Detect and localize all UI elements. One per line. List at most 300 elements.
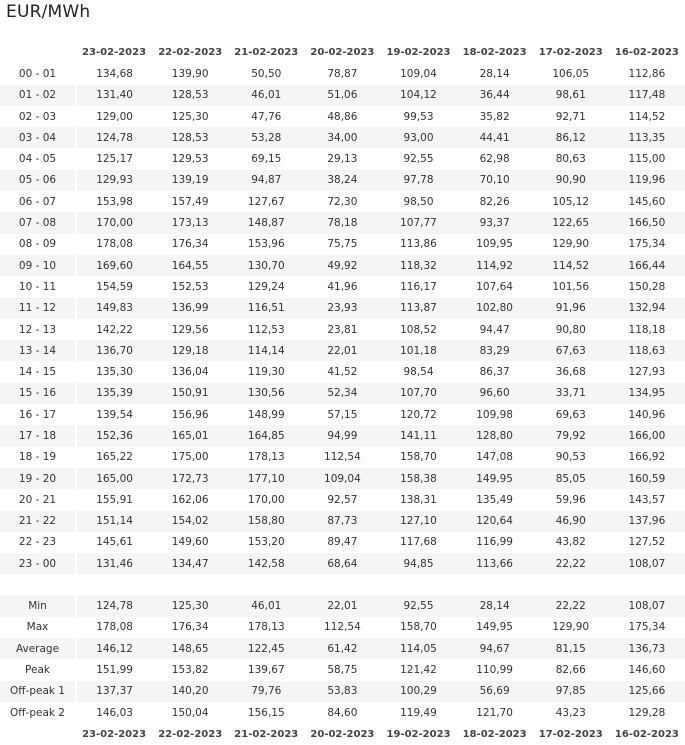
price-cell: 47,76 — [251, 110, 282, 123]
hour-row — [0, 489, 685, 510]
price-cell: 153,20 — [247, 536, 285, 549]
price-cell: 158,80 — [228, 511, 304, 532]
price-cell: 149,83 — [76, 298, 152, 319]
date-header: 16-02-2023 — [614, 728, 679, 740]
price-cell: 153,98 — [96, 195, 133, 208]
price-cell: 148,99 — [247, 408, 285, 421]
price-cell: 75,75 — [327, 238, 358, 251]
price-cell: 109,04 — [400, 67, 437, 80]
price-cell: 137,37 — [76, 681, 152, 702]
price-cell: 128,53 — [152, 127, 228, 148]
price-cell: 122,65 — [533, 212, 609, 233]
price-cell: 46,01 — [228, 595, 304, 616]
price-cell: 165,01 — [152, 425, 228, 446]
price-cell: 94,99 — [304, 425, 380, 446]
price-cell: 109,04 — [304, 468, 380, 489]
price-cell: 72,30 — [327, 195, 358, 208]
price-cell: 44,41 — [457, 127, 533, 148]
hour-row — [0, 425, 685, 446]
price-cell: 81,15 — [533, 638, 609, 659]
row-label: 18 - 19 — [0, 447, 76, 468]
price-cell: 127,67 — [247, 195, 285, 208]
price-cell: 78,87 — [327, 67, 358, 80]
price-cell: 146,12 — [76, 638, 152, 659]
date-header: 17-02-2023 — [538, 47, 603, 59]
price-cell: 165,00 — [76, 468, 152, 489]
price-cell: 86,12 — [533, 127, 609, 148]
price-cell: 43,82 — [555, 536, 586, 549]
price-cell: 178,13 — [247, 621, 285, 634]
price-cell: 141,11 — [380, 425, 456, 446]
price-cell: 136,70 — [76, 340, 152, 361]
summary-row — [0, 681, 685, 702]
price-cell: 149,95 — [457, 468, 533, 489]
row-label: Off-peak 1 — [0, 681, 76, 702]
price-cell: 134,47 — [152, 553, 228, 574]
price-cell: 97,85 — [533, 681, 609, 702]
header-row — [0, 42, 685, 63]
price-cell: 117,48 — [609, 85, 685, 106]
price-cell: 91,96 — [533, 298, 609, 319]
hour-row — [0, 553, 685, 574]
price-cell: 112,54 — [324, 621, 361, 634]
price-cell: 119,30 — [247, 366, 285, 379]
price-cell: 100,29 — [380, 681, 456, 702]
price-cell: 94,87 — [228, 170, 304, 191]
price-cell: 94,67 — [457, 638, 533, 659]
price-cell: 36,44 — [457, 85, 533, 106]
price-cell: 139,90 — [171, 67, 209, 80]
price-cell: 114,14 — [228, 340, 304, 361]
price-cell: 177,10 — [228, 468, 304, 489]
price-cell: 92,55 — [380, 595, 456, 616]
hour-row — [0, 148, 685, 169]
price-cell: 93,37 — [457, 212, 533, 233]
price-cell: 90,80 — [555, 323, 586, 336]
price-cell: 94,47 — [479, 323, 510, 336]
price-cell: 53,83 — [304, 681, 380, 702]
price-cell: 145,61 — [96, 536, 133, 549]
date-header: 17-02-2023 — [538, 728, 603, 740]
summary-row — [0, 617, 685, 638]
price-cell: 132,94 — [609, 298, 685, 319]
hour-row — [0, 319, 685, 340]
price-cell: 166,50 — [609, 212, 685, 233]
price-cell: 143,57 — [628, 493, 666, 506]
price-cell: 92,57 — [327, 493, 358, 506]
price-cell: 157,49 — [171, 195, 209, 208]
price-cell: 23,93 — [304, 298, 380, 319]
row-label: 17 - 18 — [0, 425, 76, 446]
price-cell: 146,03 — [96, 706, 133, 719]
price-cell: 98,61 — [533, 85, 609, 106]
price-cell: 164,85 — [228, 425, 304, 446]
price-cell: 68,64 — [304, 553, 380, 574]
price-cell: 142,22 — [96, 323, 133, 336]
date-header: 21-02-2023 — [234, 47, 299, 59]
price-cell: 116,17 — [400, 280, 437, 293]
price-cell: 148,65 — [152, 638, 228, 659]
date-header: 20-02-2023 — [310, 728, 375, 740]
price-cell: 49,92 — [304, 255, 380, 276]
price-cell: 162,06 — [171, 493, 209, 506]
row-label: 09 - 10 — [0, 255, 76, 276]
price-cell: 155,91 — [96, 493, 133, 506]
price-cell: 128,80 — [457, 425, 533, 446]
price-cell: 82,26 — [479, 195, 510, 208]
row-label: 02 - 03 — [0, 106, 76, 127]
price-cell: 158,70 — [400, 621, 437, 634]
price-cell: 150,28 — [628, 280, 666, 293]
price-cell: 139,19 — [152, 170, 228, 191]
price-cell: 46,01 — [228, 85, 304, 106]
spacer-cell — [76, 574, 685, 595]
hour-row — [0, 340, 685, 361]
price-cell: 119,49 — [400, 706, 437, 719]
footer-header-row — [0, 723, 685, 745]
price-cell: 178,08 — [96, 238, 133, 251]
price-cell: 120,72 — [400, 408, 437, 421]
price-cell: 98,50 — [403, 195, 434, 208]
price-cell: 176,34 — [171, 621, 209, 634]
price-cell: 114,52 — [533, 255, 609, 276]
price-cell: 164,55 — [152, 255, 228, 276]
price-cell: 94,85 — [380, 553, 456, 574]
date-header: 18-02-2023 — [462, 728, 527, 740]
price-cell: 165,22 — [96, 451, 133, 464]
price-cell: 22,22 — [533, 553, 609, 574]
price-cell: 38,24 — [304, 170, 380, 191]
summary-row — [0, 638, 685, 659]
row-label: 03 - 04 — [0, 127, 76, 148]
price-cell: 33,71 — [533, 383, 609, 404]
price-cell: 112,53 — [247, 323, 285, 336]
hour-row — [0, 447, 685, 468]
row-label: 05 - 06 — [0, 170, 76, 191]
price-cell: 153,82 — [171, 663, 209, 676]
hour-row — [0, 85, 685, 106]
price-cell: 121,42 — [400, 663, 437, 676]
price-cell: 170,00 — [76, 212, 152, 233]
price-cell: 151,99 — [96, 663, 133, 676]
price-cell: 22,01 — [304, 595, 380, 616]
price-cell: 108,07 — [609, 553, 685, 574]
price-cell: 131,40 — [76, 85, 152, 106]
price-cell: 139,67 — [247, 663, 285, 676]
price-cell: 127,93 — [628, 366, 666, 379]
price-cell: 106,05 — [552, 67, 590, 80]
price-cell: 110,99 — [476, 663, 513, 676]
row-label: Max — [0, 617, 76, 638]
price-cell: 129,28 — [628, 706, 666, 719]
price-cell: 158,38 — [380, 468, 456, 489]
hour-row — [0, 404, 685, 425]
price-cell: 41,96 — [327, 280, 358, 293]
row-label: 11 - 12 — [0, 298, 76, 319]
price-cell: 90,90 — [533, 170, 609, 191]
row-label: 23 - 00 — [0, 553, 76, 574]
row-label: 07 - 08 — [0, 212, 76, 233]
price-cell: 28,14 — [457, 595, 533, 616]
date-header: 20-02-2023 — [310, 47, 375, 59]
price-cell: 135,49 — [476, 493, 513, 506]
price-cell: 115,00 — [628, 153, 666, 166]
price-cell: 96,60 — [457, 383, 533, 404]
price-cell: 166,44 — [609, 255, 685, 276]
price-cell: 124,78 — [76, 127, 152, 148]
row-label: 13 - 14 — [0, 340, 76, 361]
row-label: 21 - 22 — [0, 511, 76, 532]
price-cell: 125,17 — [96, 153, 133, 166]
price-cell: 172,73 — [152, 468, 228, 489]
price-cell: 70,10 — [457, 170, 533, 191]
row-label: 22 - 23 — [0, 532, 76, 553]
price-cell: 130,56 — [228, 383, 304, 404]
row-label: 14 - 15 — [0, 361, 76, 382]
price-cell: 104,12 — [380, 85, 456, 106]
hour-row — [0, 106, 685, 127]
hour-row — [0, 298, 685, 319]
price-cell: 129,90 — [552, 621, 590, 634]
price-cell: 109,95 — [476, 238, 513, 251]
price-cell: 175,34 — [628, 238, 666, 251]
price-cell: 114,05 — [380, 638, 456, 659]
price-cell: 113,35 — [609, 127, 685, 148]
price-cell: 109,98 — [476, 408, 513, 421]
price-cell: 87,73 — [304, 511, 380, 532]
price-cell: 140,20 — [152, 681, 228, 702]
row-label: 06 - 07 — [0, 191, 76, 212]
price-cell: 124,78 — [76, 595, 152, 616]
price-cell: 120,64 — [457, 511, 533, 532]
price-cell: 101,18 — [380, 340, 456, 361]
price-cell: 62,98 — [479, 153, 510, 166]
price-cell: 53,28 — [228, 127, 304, 148]
price-cell: 97,78 — [380, 170, 456, 191]
price-cell: 129,00 — [96, 110, 133, 123]
price-cell: 121,70 — [476, 706, 513, 719]
price-cell: 99,53 — [403, 110, 434, 123]
price-cell: 136,04 — [171, 366, 209, 379]
price-cell: 170,00 — [247, 493, 285, 506]
price-cell: 69,15 — [251, 153, 282, 166]
row-label: 08 - 09 — [0, 234, 76, 255]
price-cell: 92,55 — [403, 153, 434, 166]
price-cell: 84,60 — [327, 706, 358, 719]
row-label: 15 - 16 — [0, 383, 76, 404]
price-cell: 35,82 — [479, 110, 510, 123]
row-label: 04 - 05 — [0, 148, 76, 169]
price-cell: 148,87 — [228, 212, 304, 233]
price-cell: 107,77 — [380, 212, 456, 233]
date-header: 22-02-2023 — [158, 47, 223, 59]
price-cell: 41,52 — [327, 366, 358, 379]
row-label: 01 - 02 — [0, 85, 76, 106]
price-cell: 142,58 — [228, 553, 304, 574]
price-cell: 116,51 — [228, 298, 304, 319]
price-cell: 156,96 — [171, 408, 209, 421]
row-label: 16 - 17 — [0, 404, 76, 425]
price-cell: 178,13 — [247, 451, 285, 464]
price-cell: 140,96 — [628, 408, 666, 421]
price-cell: 129,93 — [76, 170, 152, 191]
price-cell: 113,66 — [457, 553, 533, 574]
price-cell: 113,86 — [400, 238, 437, 251]
price-cell: 135,39 — [76, 383, 152, 404]
row-label: Average — [0, 638, 76, 659]
price-cell: 93,00 — [380, 127, 456, 148]
hour-row — [0, 532, 685, 553]
price-cell: 151,14 — [76, 511, 152, 532]
hour-row — [0, 212, 685, 233]
price-cell: 156,15 — [247, 706, 285, 719]
spacer-cell — [0, 574, 76, 595]
price-cell: 116,99 — [476, 536, 513, 549]
price-cell: 58,75 — [327, 663, 358, 676]
date-header: 18-02-2023 — [462, 47, 527, 59]
price-cell: 129,56 — [171, 323, 209, 336]
price-cell: 137,96 — [609, 511, 685, 532]
price-cell: 176,34 — [171, 238, 209, 251]
price-cell: 154,02 — [152, 511, 228, 532]
price-cell: 56,69 — [457, 681, 533, 702]
price-cell: 51,06 — [304, 85, 380, 106]
price-cell: 113,87 — [380, 298, 456, 319]
price-cell: 85,05 — [533, 468, 609, 489]
date-header: 22-02-2023 — [158, 728, 223, 740]
price-cell: 107,64 — [476, 280, 513, 293]
price-cell: 153,96 — [247, 238, 285, 251]
price-cell: 36,68 — [555, 366, 586, 379]
price-cell: 52,34 — [304, 383, 380, 404]
price-cell: 112,86 — [628, 67, 666, 80]
hour-row — [0, 361, 685, 382]
price-cell: 43,23 — [555, 706, 586, 719]
price-cell: 92,71 — [555, 110, 586, 123]
price-cell: 169,60 — [76, 255, 152, 276]
price-cell: 28,14 — [479, 67, 510, 80]
price-cell: 83,29 — [457, 340, 533, 361]
hour-row — [0, 383, 685, 404]
price-cell: 138,31 — [400, 493, 437, 506]
price-cell: 173,13 — [152, 212, 228, 233]
summary-row — [0, 702, 685, 723]
corner-cell — [0, 42, 76, 63]
price-cell: 69,63 — [555, 408, 586, 421]
date-header: 19-02-2023 — [386, 47, 451, 59]
price-cell: 175,00 — [171, 451, 209, 464]
price-cell: 105,12 — [552, 195, 590, 208]
price-cell: 136,73 — [609, 638, 685, 659]
price-cell: 149,95 — [476, 621, 513, 634]
price-cell: 131,46 — [76, 553, 152, 574]
price-cell: 86,37 — [479, 366, 510, 379]
price-cell: 125,30 — [152, 595, 228, 616]
hour-row — [0, 191, 685, 212]
price-cell: 61,42 — [304, 638, 380, 659]
price-cell: 118,32 — [380, 255, 456, 276]
price-cell: 29,13 — [327, 153, 358, 166]
row-label: 00 - 01 — [0, 63, 76, 84]
hour-row — [0, 255, 685, 276]
hour-row — [0, 63, 685, 84]
price-cell: 129,53 — [171, 153, 209, 166]
price-cell: 102,80 — [457, 298, 533, 319]
price-cell: 166,00 — [609, 425, 685, 446]
price-cell: 134,68 — [96, 67, 133, 80]
price-cell: 34,00 — [304, 127, 380, 148]
price-cell: 125,30 — [171, 110, 209, 123]
price-cell: 150,91 — [152, 383, 228, 404]
unit-title: EUR/MWh — [6, 2, 91, 22]
price-cell: 178,08 — [96, 621, 133, 634]
hour-row — [0, 276, 685, 297]
date-header: 19-02-2023 — [386, 728, 451, 740]
price-cell: 128,53 — [152, 85, 228, 106]
price-cell: 98,54 — [403, 366, 434, 379]
price-cell: 48,86 — [327, 110, 358, 123]
price-cell: 108,52 — [400, 323, 437, 336]
price-cell: 117,68 — [400, 536, 437, 549]
hour-row — [0, 511, 685, 532]
price-cell: 118,18 — [628, 323, 666, 336]
price-cell: 129,90 — [552, 238, 590, 251]
price-cell: 125,66 — [609, 681, 685, 702]
price-cell: 112,54 — [324, 451, 361, 464]
price-cell: 135,30 — [96, 366, 133, 379]
price-cell: 108,07 — [609, 595, 685, 616]
price-cell: 107,70 — [380, 383, 456, 404]
price-cell: 160,59 — [609, 468, 685, 489]
price-cell: 46,90 — [533, 511, 609, 532]
price-cell: 175,34 — [628, 621, 666, 634]
price-cell: 149,60 — [171, 536, 209, 549]
price-cell: 90,53 — [555, 451, 586, 464]
price-cell: 101,56 — [552, 280, 590, 293]
price-cell: 146,60 — [628, 663, 666, 676]
price-cell: 150,04 — [171, 706, 209, 719]
price-cell: 152,53 — [171, 280, 209, 293]
price-cell: 119,96 — [609, 170, 685, 191]
price-cell: 127,10 — [380, 511, 456, 532]
price-cell: 136,99 — [152, 298, 228, 319]
price-cell: 114,92 — [457, 255, 533, 276]
price-cell: 82,66 — [555, 663, 586, 676]
price-cell: 22,01 — [304, 340, 380, 361]
price-cell: 147,08 — [476, 451, 513, 464]
price-cell: 154,59 — [96, 280, 133, 293]
price-cell: 57,15 — [327, 408, 358, 421]
summary-row — [0, 595, 685, 616]
price-cell: 127,52 — [628, 536, 666, 549]
price-cell: 122,45 — [228, 638, 304, 659]
price-cell: 139,54 — [96, 408, 133, 421]
price-cell: 79,92 — [533, 425, 609, 446]
price-cell: 67,63 — [533, 340, 609, 361]
price-cell: 129,24 — [247, 280, 285, 293]
hour-row — [0, 170, 685, 191]
price-cell: 22,22 — [533, 595, 609, 616]
date-header: 16-02-2023 — [614, 47, 679, 59]
price-cell: 152,36 — [76, 425, 152, 446]
price-cell: 78,18 — [304, 212, 380, 233]
price-cell: 23,81 — [327, 323, 358, 336]
summary-row — [0, 659, 685, 680]
row-label: 20 - 21 — [0, 489, 76, 510]
price-cell: 145,60 — [628, 195, 666, 208]
spacer-row — [0, 574, 685, 595]
price-cell: 129,18 — [152, 340, 228, 361]
